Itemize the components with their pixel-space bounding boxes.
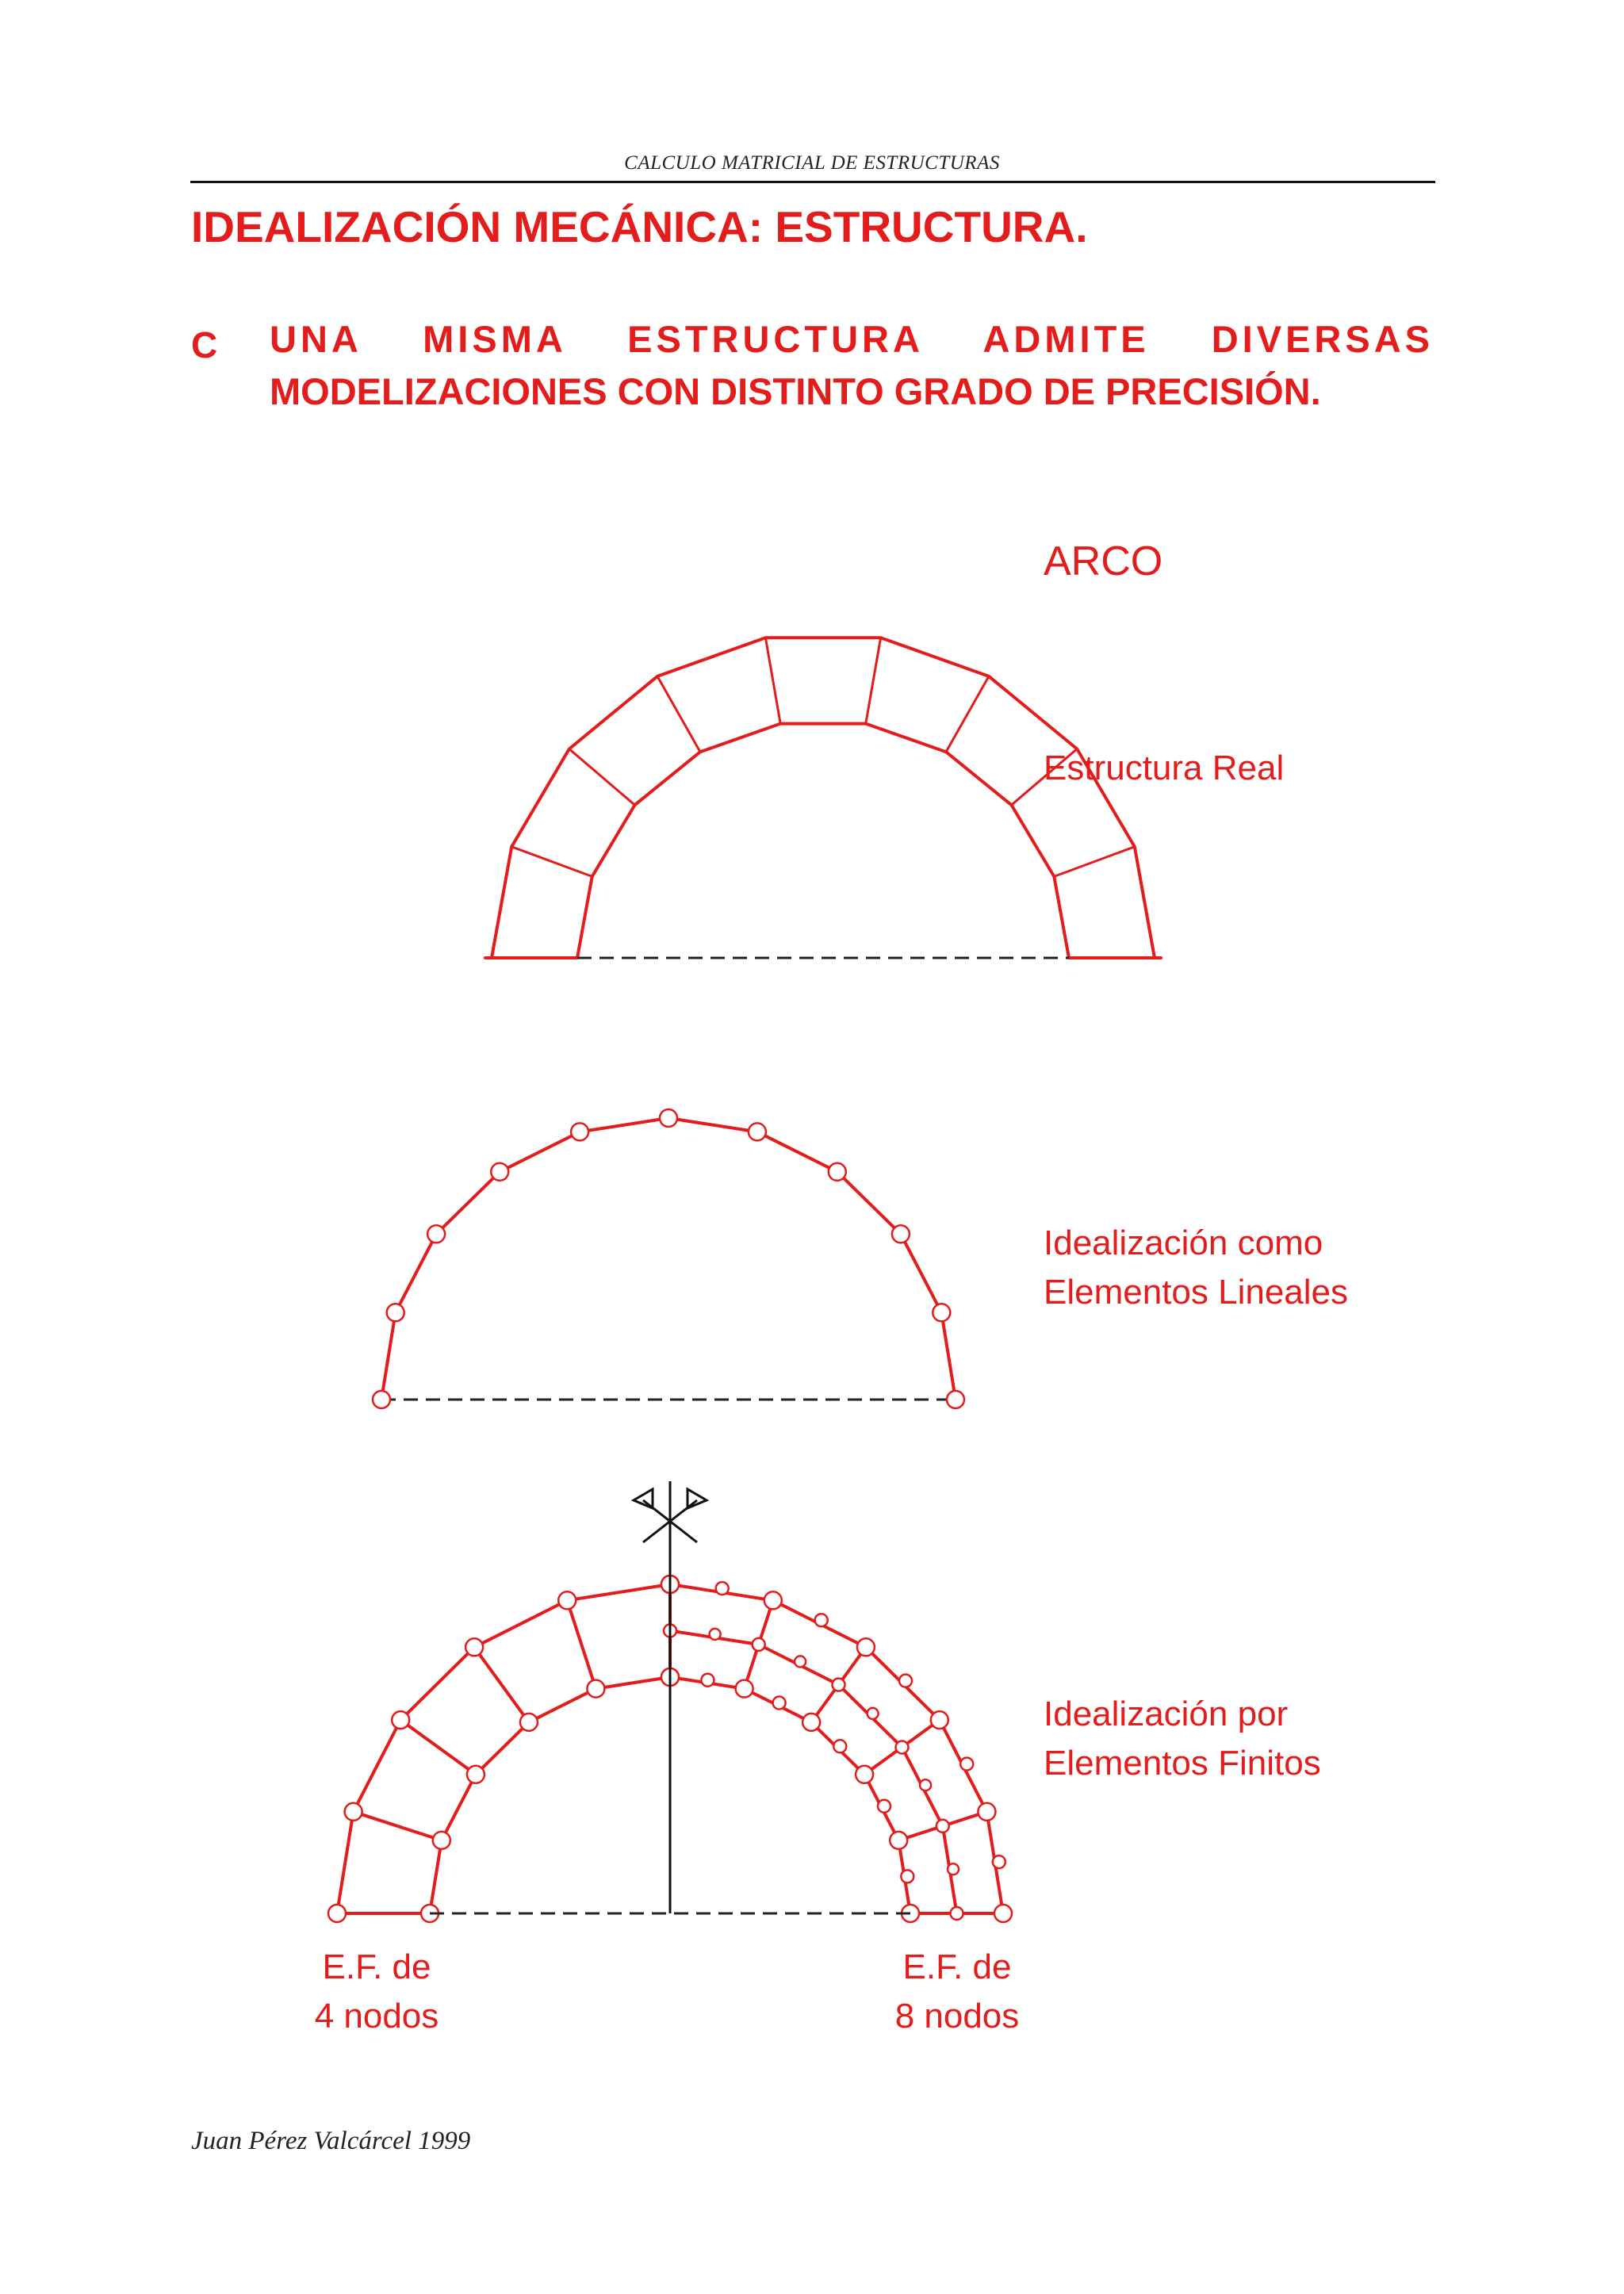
- fe-radial-edge: [354, 1812, 442, 1840]
- node-circle: [795, 1656, 806, 1667]
- node-circle: [716, 1582, 729, 1595]
- voussoir-joint: [765, 638, 780, 723]
- linear-elements-arch: [373, 1109, 964, 1408]
- voussoir-joint: [866, 638, 881, 723]
- linear-element-chain: [381, 1118, 956, 1400]
- node-circle: [892, 1225, 910, 1243]
- node-circle: [920, 1779, 931, 1790]
- node-circle: [948, 1863, 959, 1875]
- real-arch-structure: [485, 638, 1161, 958]
- voussoir-joint: [946, 676, 989, 752]
- node-circle: [994, 1905, 1012, 1922]
- node-circle: [520, 1714, 538, 1731]
- node-circle: [960, 1758, 973, 1771]
- node-circle: [829, 1163, 846, 1181]
- voussoir-outline: [485, 638, 1161, 958]
- node-circle: [833, 1740, 846, 1752]
- voussoir-joint: [511, 847, 592, 877]
- node-circle: [857, 1638, 875, 1656]
- node-circle: [802, 1714, 820, 1731]
- node-circle: [433, 1832, 450, 1849]
- voussoir-joint: [1012, 749, 1078, 806]
- node-circle: [947, 1391, 964, 1408]
- node-circle: [833, 1679, 845, 1691]
- ef4-label-line-2: 4 nodos: [314, 1997, 439, 2035]
- fe-idealization-label-1: Idealización por: [1044, 1695, 1289, 1733]
- node-circle: [815, 1614, 828, 1626]
- node-circle: [978, 1803, 995, 1821]
- node-circle: [587, 1680, 604, 1698]
- node-circle: [936, 1820, 949, 1833]
- bullet-symbol: C: [191, 324, 218, 366]
- fe-middle-ring: [670, 1631, 957, 1914]
- node-circle: [764, 1591, 782, 1609]
- node-circle: [328, 1905, 346, 1922]
- node-circle: [901, 1870, 914, 1882]
- node-circle: [467, 1766, 485, 1783]
- voussoir-joint: [657, 676, 700, 752]
- node-circle: [931, 1711, 948, 1729]
- arco-label: ARCO: [1044, 538, 1163, 584]
- node-circle: [856, 1766, 873, 1783]
- ef8-label-line-2: 8 nodos: [894, 1997, 1020, 2035]
- node-circle: [951, 1907, 963, 1920]
- bullet-text-line-2: MODELIZACIONES CON DISTINTO GRADO DE PRECISIÓN.: [270, 370, 1321, 412]
- node-circle: [890, 1832, 907, 1849]
- fe-idealization-label-2: Elementos Finitos: [1044, 1744, 1321, 1783]
- footer-author: Juan Pérez Valcárcel 1999: [191, 2127, 471, 2155]
- node-circle: [933, 1304, 950, 1321]
- node-circle: [558, 1591, 576, 1609]
- node-circle: [899, 1675, 912, 1687]
- node-circle: [491, 1163, 508, 1181]
- node-circle: [571, 1123, 588, 1140]
- finite-elements-arch: [328, 1481, 1012, 1922]
- node-circle: [753, 1638, 765, 1651]
- fe-radial-edge: [567, 1600, 596, 1688]
- fe-radial-edge: [400, 1720, 476, 1775]
- node-circle: [773, 1697, 786, 1710]
- node-circle: [736, 1680, 753, 1698]
- node-circle: [749, 1123, 766, 1140]
- fe-radial-edge: [474, 1647, 529, 1722]
- ef4-label-line-1: E.F. de: [322, 1947, 431, 1986]
- node-circle: [427, 1225, 445, 1243]
- node-circle: [896, 1741, 909, 1754]
- linear-idealization-label-2: Elementos Lineales: [1044, 1273, 1349, 1312]
- page-title: IDEALIZACIÓN MECÁNICA: ESTRUCTURA.: [191, 202, 1088, 251]
- node-circle: [345, 1803, 362, 1821]
- node-circle: [387, 1304, 404, 1321]
- ef8-label-line-1: E.F. de: [902, 1947, 1012, 1986]
- running-header: CALCULO MATRICIAL DE ESTRUCTURAS: [624, 152, 1000, 174]
- node-circle: [392, 1711, 409, 1729]
- linear-idealization-label-1: Idealización como: [1044, 1224, 1323, 1262]
- node-circle: [701, 1674, 714, 1687]
- node-circle: [868, 1708, 879, 1719]
- real-structure-label: Estructura Real: [1044, 749, 1285, 787]
- node-circle: [993, 1855, 1005, 1868]
- bullet-text-line-1: UNA MISMA ESTRUCTURA ADMITE DIVERSAS: [270, 318, 1434, 360]
- node-circle: [660, 1109, 677, 1127]
- node-circle: [373, 1391, 390, 1408]
- node-circle: [465, 1638, 483, 1656]
- voussoir-joint: [569, 749, 635, 806]
- node-circle: [710, 1629, 721, 1640]
- node-circle: [878, 1800, 891, 1813]
- voussoir-joint: [1054, 847, 1135, 877]
